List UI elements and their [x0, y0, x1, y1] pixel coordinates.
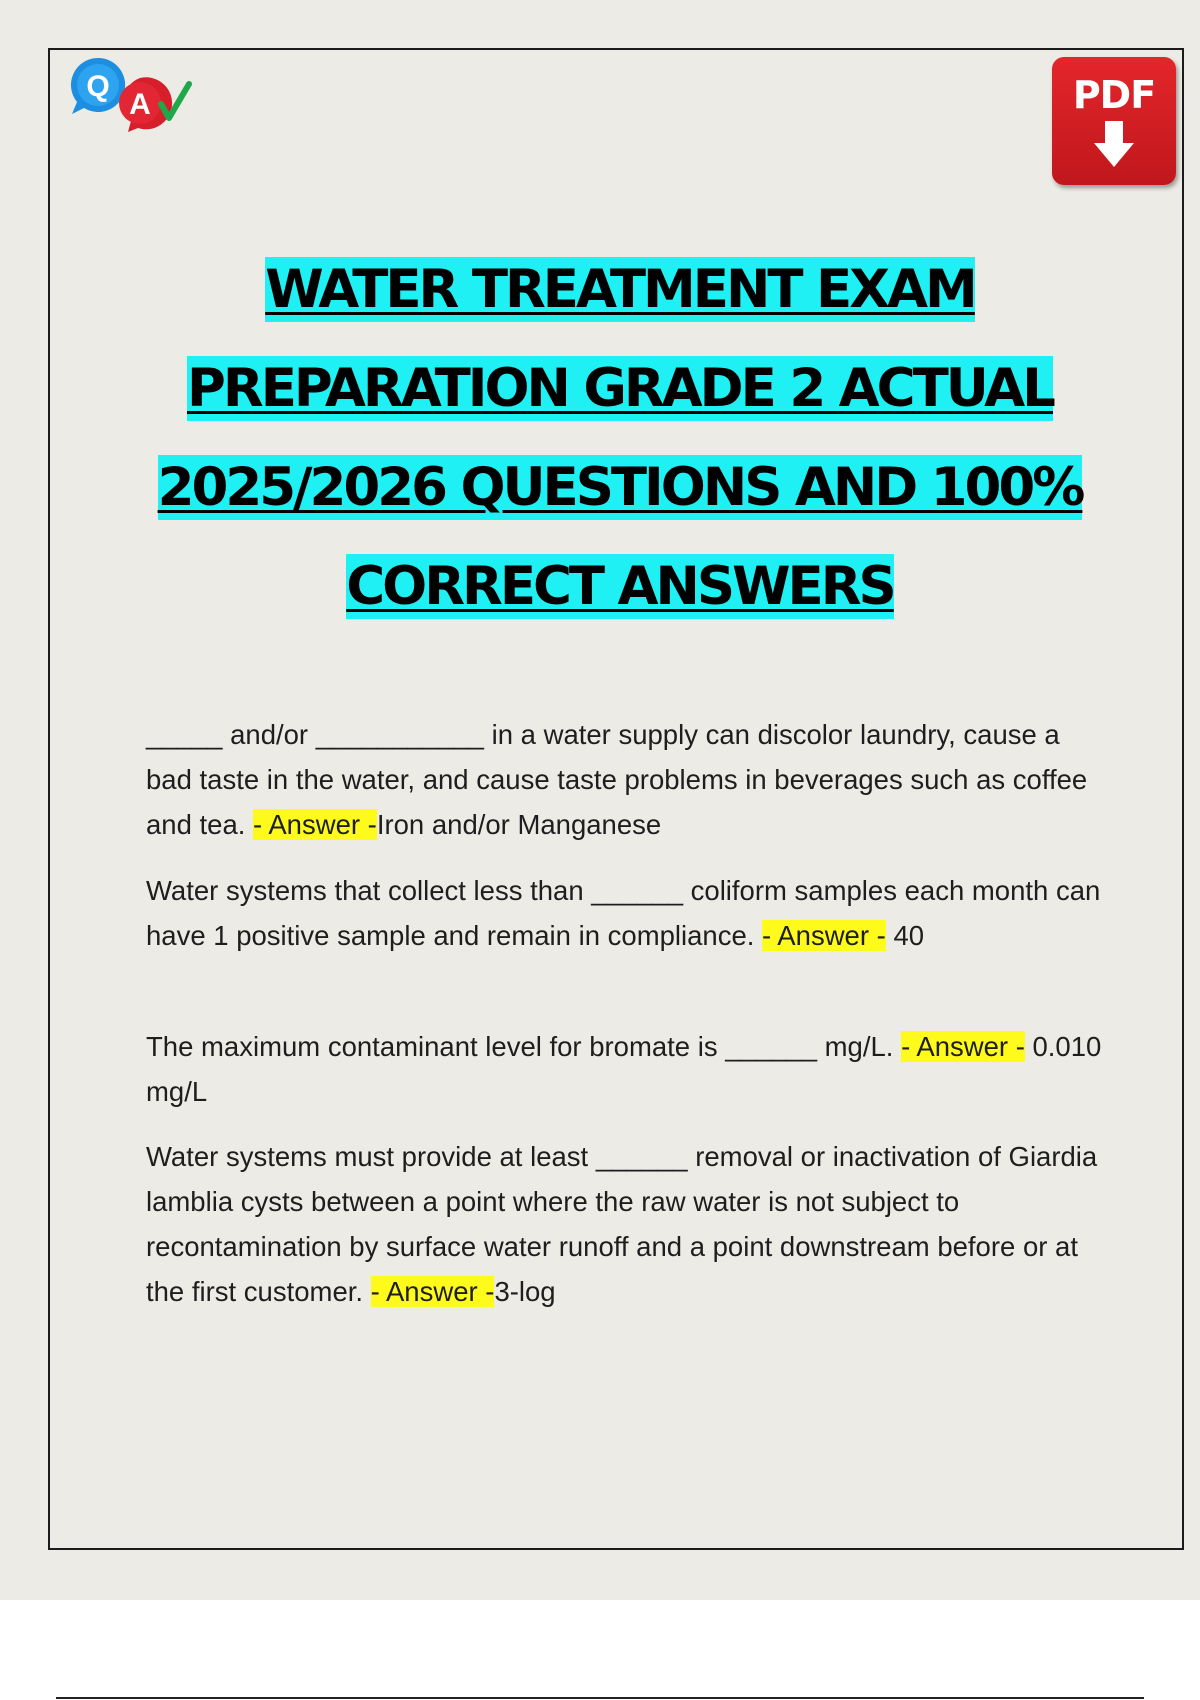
qa-item-2 — [146, 868, 1106, 958]
title-line-1: WATER TREATMENT EXAM — [265, 259, 975, 320]
answer-text: 40 — [893, 920, 925, 951]
qa-item-3 — [146, 1024, 1106, 1114]
answer-label: - Answer - — [253, 809, 377, 840]
question-text: Water systems must provide at least ______ removal or inactivation of Giardia lamblia cysts between a point where the raw water is not subject to recontamination by surface water runoff and a point downstream before or at the first customer. — [146, 1141, 1098, 1307]
qa-check-logo — [68, 56, 192, 132]
question-text: _____ and/or ___________ in a water supply can discolor laundry, cause a bad taste in the water, and cause taste problems in beverages such as coffee and tea. — [146, 719, 1088, 840]
title-line-2: PREPARATION GRADE 2 ACTUAL — [187, 358, 1053, 419]
answer-label: - Answer - — [901, 1031, 1025, 1062]
answer-label: - Answer - — [762, 920, 886, 951]
answer-label: - Answer - — [370, 1276, 495, 1307]
pdf-label: PDF — [1072, 73, 1156, 117]
pdf-download-badge[interactable] — [1052, 57, 1176, 185]
qa-item-4 — [146, 1134, 1106, 1314]
title-line-3: 2025/2026 QUESTIONS AND 100% — [157, 457, 1083, 518]
answer-text: 3-log — [494, 1276, 556, 1307]
question-text: The maximum contaminant level for bromate is ______ mg/L. — [146, 1031, 894, 1062]
answer-text: 0.010 mg/L — [146, 1031, 1102, 1107]
answer-text: Iron and/or Manganese — [376, 809, 662, 840]
qa-item-1 — [146, 712, 1106, 847]
download-arrow-icon — [1092, 121, 1136, 169]
logo-q-letter: Q — [86, 70, 110, 103]
question-text: Water systems that collect less than ______ coliform samples each month can have 1 positive sample and remain in compliance. — [146, 875, 1101, 951]
footer-divider — [56, 1697, 1144, 1699]
document-title — [60, 240, 1180, 636]
logo-a-letter: A — [129, 88, 151, 121]
title-line-4: CORRECT ANSWERS — [346, 556, 894, 617]
